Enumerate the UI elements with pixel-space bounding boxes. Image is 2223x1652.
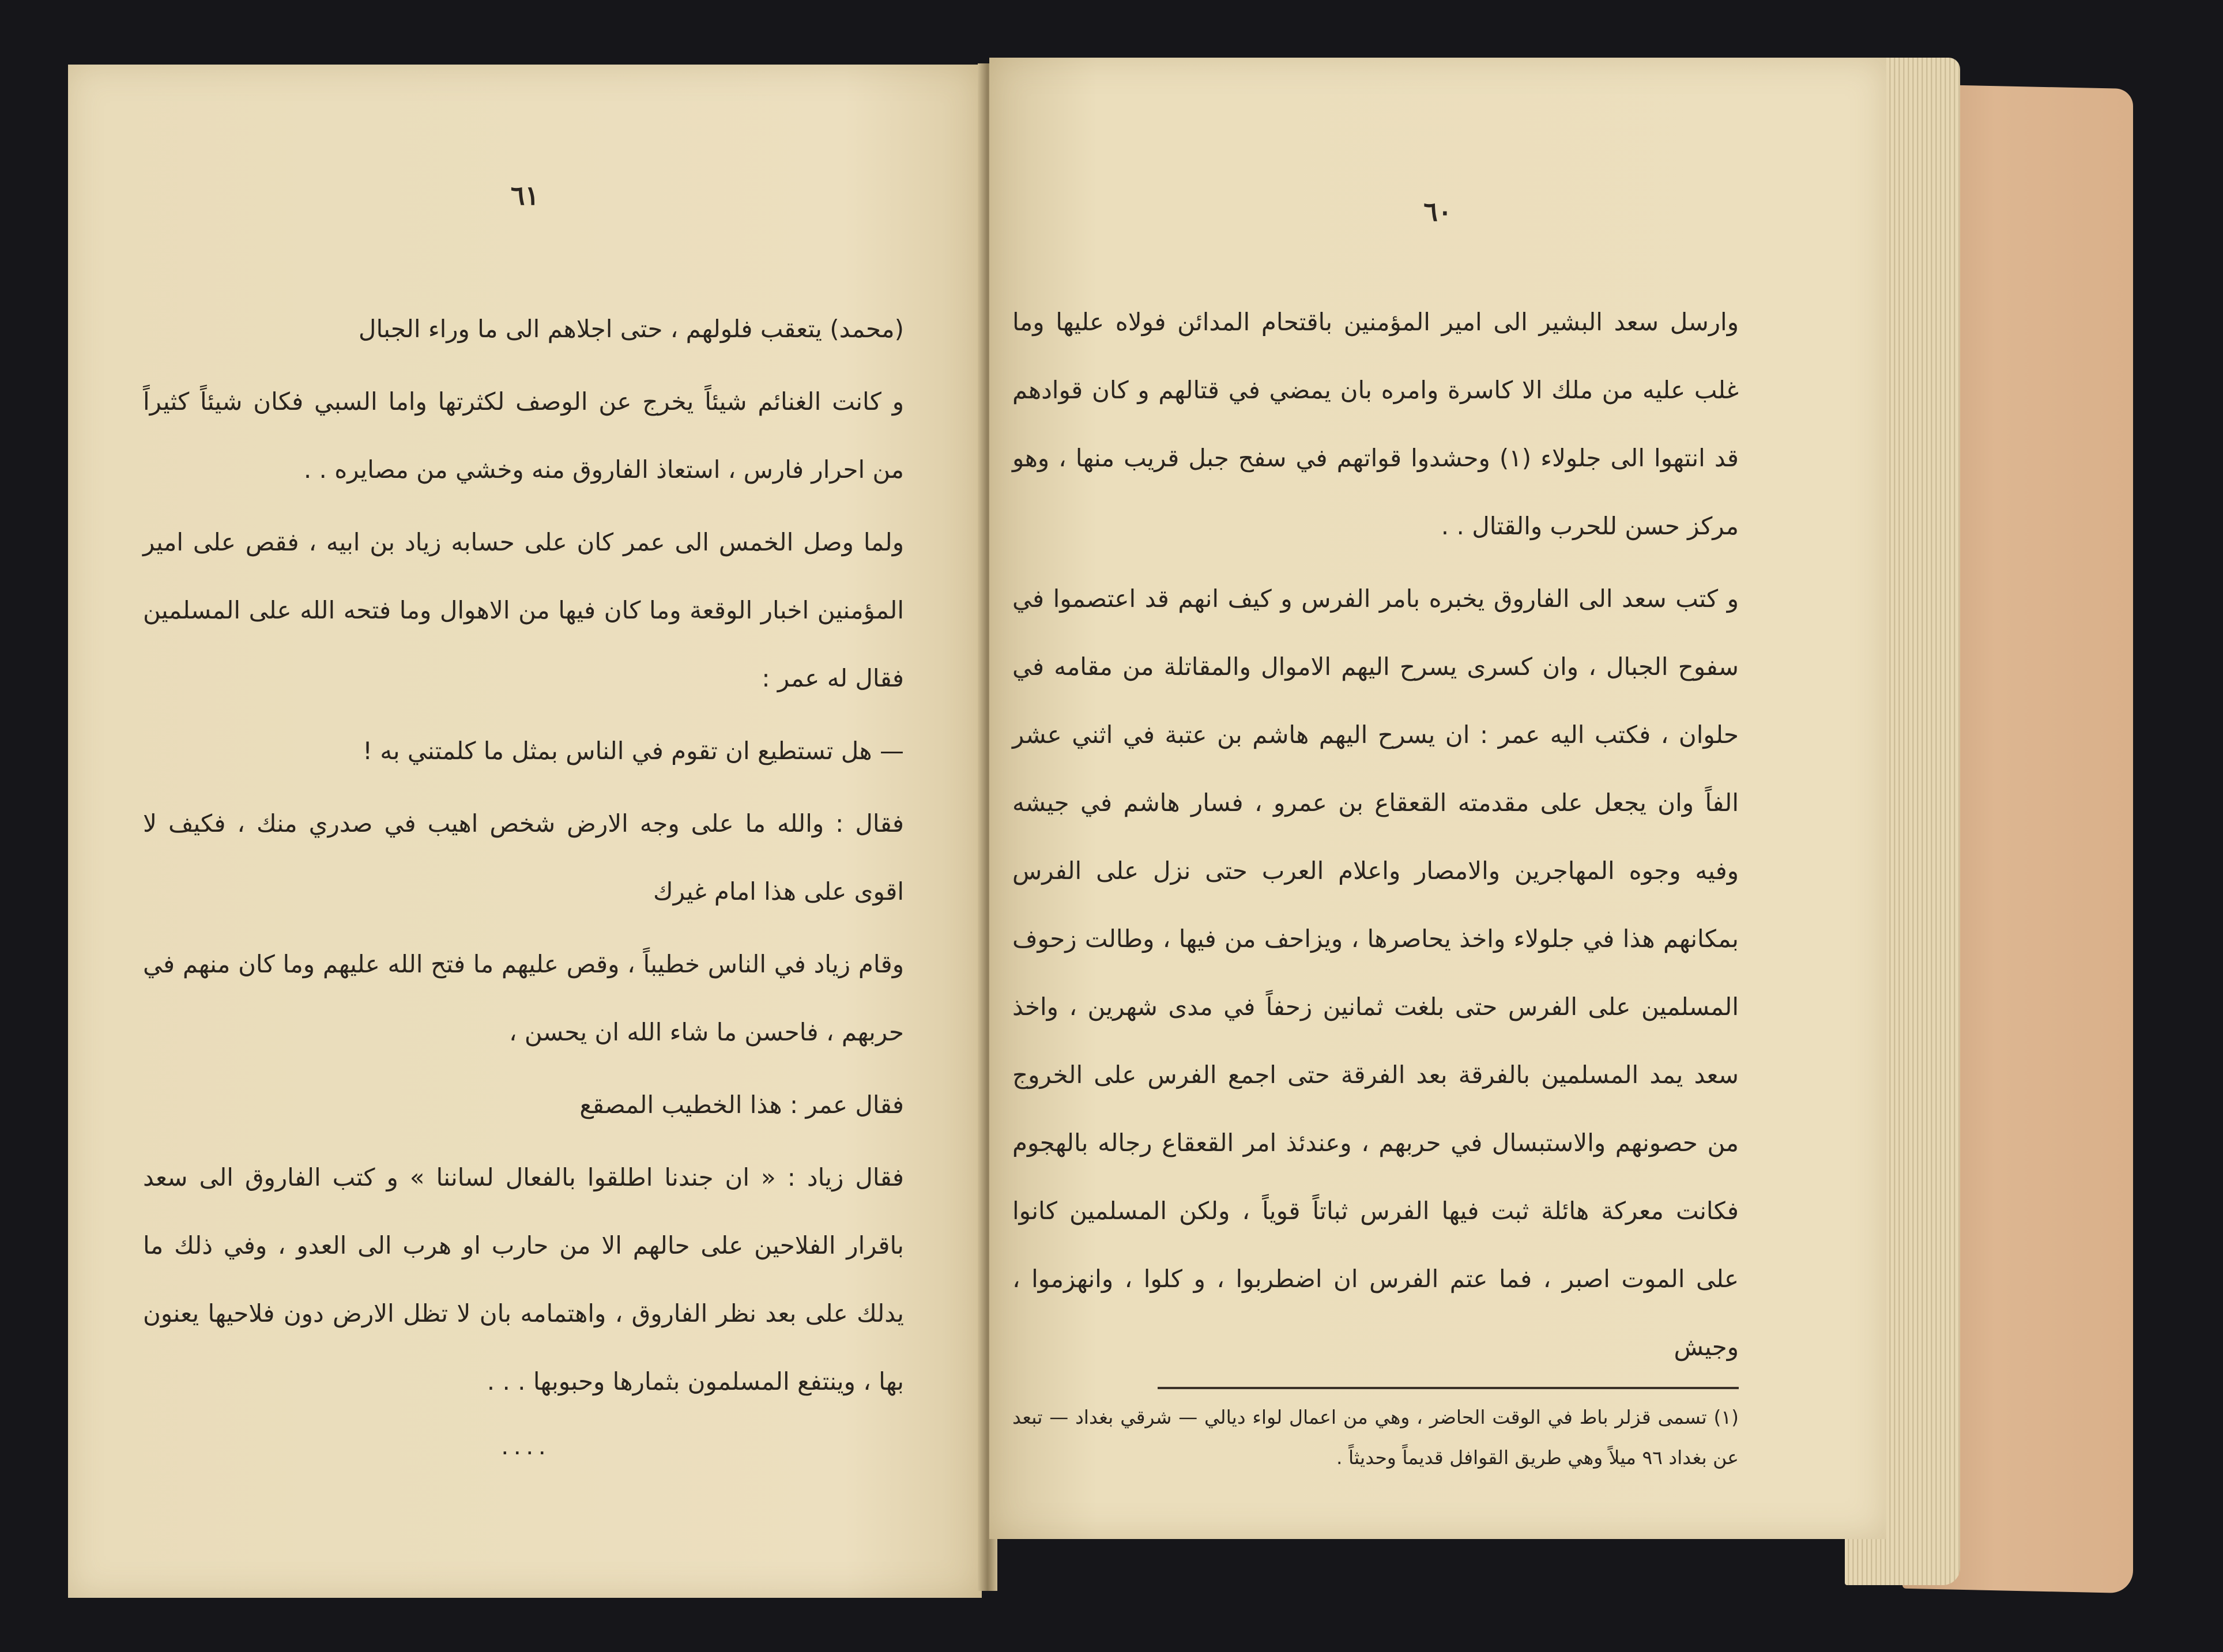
paragraph: — هل تستطيع ان تقوم في الناس بمثل ما كلمتني به ! <box>363 737 904 765</box>
page-body <box>143 295 904 1465</box>
page-number: ٦١ <box>510 180 540 211</box>
page-number: ٦٠ <box>1423 196 1452 227</box>
footnote: (١) تسمى قزلر باط في الوقت الحاضر ، وهي من اعمال لواء ديالي — شرقي بغداد — تبعد عن بغداد ٩٦ ميلاً وهي طريق القوافل قديماً وحديثاً . <box>1012 1406 1739 1469</box>
paragraph: فقال : والله ما على وجه الارض شخص اهيب في صدري منك ، فكيف لا اقوى على هذا امام غيرك <box>143 809 904 906</box>
footnote-separator <box>1158 1387 1739 1389</box>
paragraph: (محمد) يتعقب فلولهم ، حتى اجلاهم الى ما وراء الجبال <box>358 315 904 343</box>
left-page <box>68 65 982 1598</box>
paragraph: وارسل سعد البشير الى امير المؤمنين باقتحام المدائن فولاه عليها وما غلب عليه من ملك الا كاسرة وامره بان يمضي في قتالهم و كان قوادهم قد انتهوا الى جلولاء (١) وحشدوا قواتهم في سفح جبل قريب منها ، وهو مركز حسن للحرب والقتال . . <box>1012 308 1739 540</box>
paragraph: فقال عمر : هذا الخطيب المصقع <box>579 1091 904 1119</box>
paragraph: ولما وصل الخمس الى عمر كان على حسابه زياد بن ابيه ، فقص على امير المؤمنين اخبار الوقعة وما كان فيها من الاهوال وما فتحه الله على المسلمين فقال له عمر : <box>143 528 904 692</box>
paragraph: وقام زياد في الناس خطيباً ، وقص عليهم ما فتح الله عليهم وما كان منهم في حربهم ، فاحسن ما شاء الله ان يحسن ، <box>143 950 904 1046</box>
paragraph: و كانت الغنائم شيئاً يخرج عن الوصف لكثرتها واما السبي فكان شيئاً كثيراً من احرار فارس ، استعاذ الفاروق منه وخشي من مصايره . . <box>143 387 904 484</box>
right-page <box>989 58 1886 1539</box>
paragraph: و كتب سعد الى الفاروق يخبره بامر الفرس و كيف انهم قد اعتصموا في سفوح الجبال ، وان كسرى يسرح اليهم الاموال والمقاتلة من مقامه في حلوان ، فكتب اليه عمر : ان يسرح اليهم هاشم بن عتبة في اثني عشر الفاً وان يجعل على مقدمته القعقاع بن عمرو ، فسار هاشم في جيشه وفيه وجوه المهاجرين والامصار واعلام العرب حتى نزل على الفرس بمكانهم هذا في جلولاء واخذ يحاصرها ، ويزاحف من فيها ، وطالت زحوف المسلمين على الفرس حتى بلغت ثمانين زحفاً في مدى شهرين ، واخذ سعد يمد المسلمين بالفرقة بعد الفرقة حتى اجمع الفرس على الخروج من حصونهم والاستبسال في حربهم ، وعندئذ امر القعقاع رجاله بالهجوم فكانت معركة هائلة ثبت فيها الفرس ثباتاً قوياً ، ولكن المسلمين كانوا على الموت اصبر ، فما عتم الفرس ان اضطربوا ، و كلوا ، وانهزموا ، وجيش <box>1012 584 1739 1361</box>
paragraph: فقال زياد : « ان جندنا اطلقوا بالفعال لساننا » و كتب الفاروق الى سعد باقرار الفلاحين على حالهم الا من حارب او هرب الى العدو ، وفي ذلك ما يدلك على بعد نظر الفاروق ، واهتمامه بان لا تظل الارض دون فلاحيها يعنون بها ، وينتفع المسلمون بثمارها وحبوبها . . . <box>143 1163 904 1395</box>
page-body <box>1012 288 1739 1478</box>
section-end-ornament: ٠٠٠٠ <box>499 1439 548 1465</box>
